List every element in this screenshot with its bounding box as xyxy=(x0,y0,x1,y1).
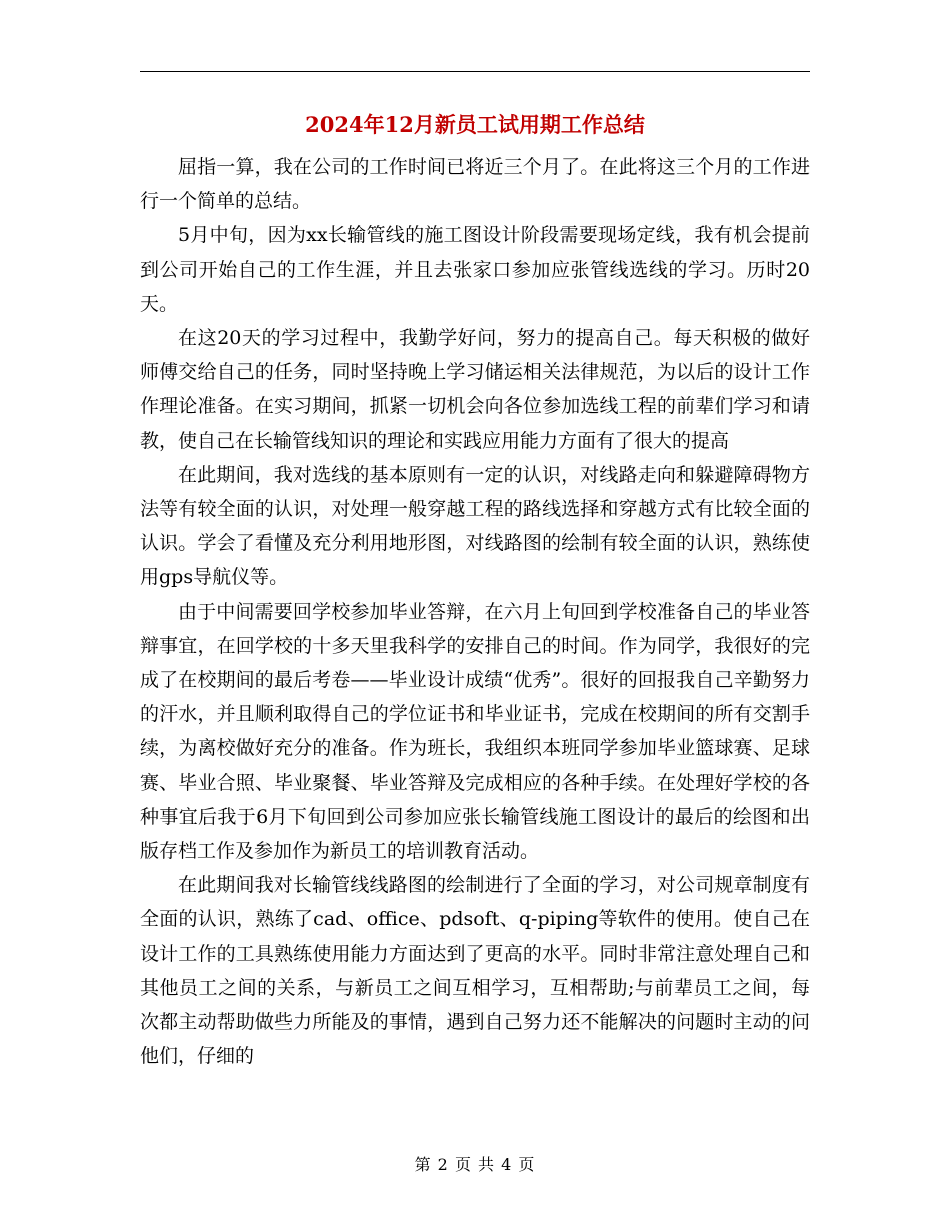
paragraph-6: 在此期间我对长输管线线路图的绘制进行了全面的学习，对公司规章制度有全面的认识，熟练了cad、office、pdsoft、q-piping等软件的使用。使自己在设计工作的工具熟练使用能力方面达到了更高的水平。同时非常注意处理自己和其他员工之间的关系，与新员工之间互相学习，互相帮助;与前辈员工之间，每次都主动帮助做些力所能及的事情，遇到自己努力还不能解决的问题时主动的问他们，仔细的 xyxy=(140,874,810,1068)
paragraph-5: 由于中间需要回学校参加毕业答辩，在六月上旬回到学校准备自己的毕业答辩事宜，在回学校的十多天里我科学的安排自己的时间。作为同学，我很好的完成了在校期间的最后考卷——毕业设计成绩“优秀”。很好的回报我自己辛勤努力的汗水，并且顺利取得自己的学位证书和毕业证书，完成在校期间的所有交割手续，为离校做好充分的准备。作为班长，我组织本班同学参加毕业篮球赛、足球赛、毕业合照、毕业聚餐、毕业答辩及完成相应的各种手续。在处理好学校的各种事宜后我于6月下旬回到公司参加应张长输管线施工图设计的最后的绘图和出版存档工作及参加作为新员工的培训教育活动。 xyxy=(140,600,810,863)
page-number-footer: 第 2 页 共 4 页 xyxy=(414,1155,536,1174)
header-rule xyxy=(140,71,810,72)
document-title: 2024年12月新员工试用期工作总结 xyxy=(305,112,645,137)
paragraph-3: 在这20天的学习过程中，我勤学好问，努力的提高自己。每天积极的做好师傅交给自己的任务，同时坚持晚上学习储运相关法律规范，为以后的设计工作作理论准备。在实习期间，抓紧一切机会向各位参加选线工程的前辈们学习和请教，使自己在长输管线知识的理论和实践应用能力方面有了很大的提高 xyxy=(140,327,810,452)
document-body xyxy=(140,150,810,1073)
paragraph-1: 屈指一算，我在公司的工作时间已将近三个月了。在此将这三个月的工作进行一个简单的总结。 xyxy=(140,156,810,213)
paragraph-2: 5月中旬，因为xx长输管线的施工图设计阶段需要现场定线，我有机会提前到公司开始自己的工作生涯，并且去张家口参加应张管线选线的学习。历时20天。 xyxy=(140,224,810,315)
paragraph-4: 在此期间，我对选线的基本原则有一定的认识，对线路走向和躲避障碍物方法等有较全面的认识，对处理一般穿越工程的路线选择和穿越方式有比较全面的认识。学会了看懂及充分利用地形图，对线路图的绘制有较全面的认识，熟练使用gps导航仪等。 xyxy=(140,463,810,589)
